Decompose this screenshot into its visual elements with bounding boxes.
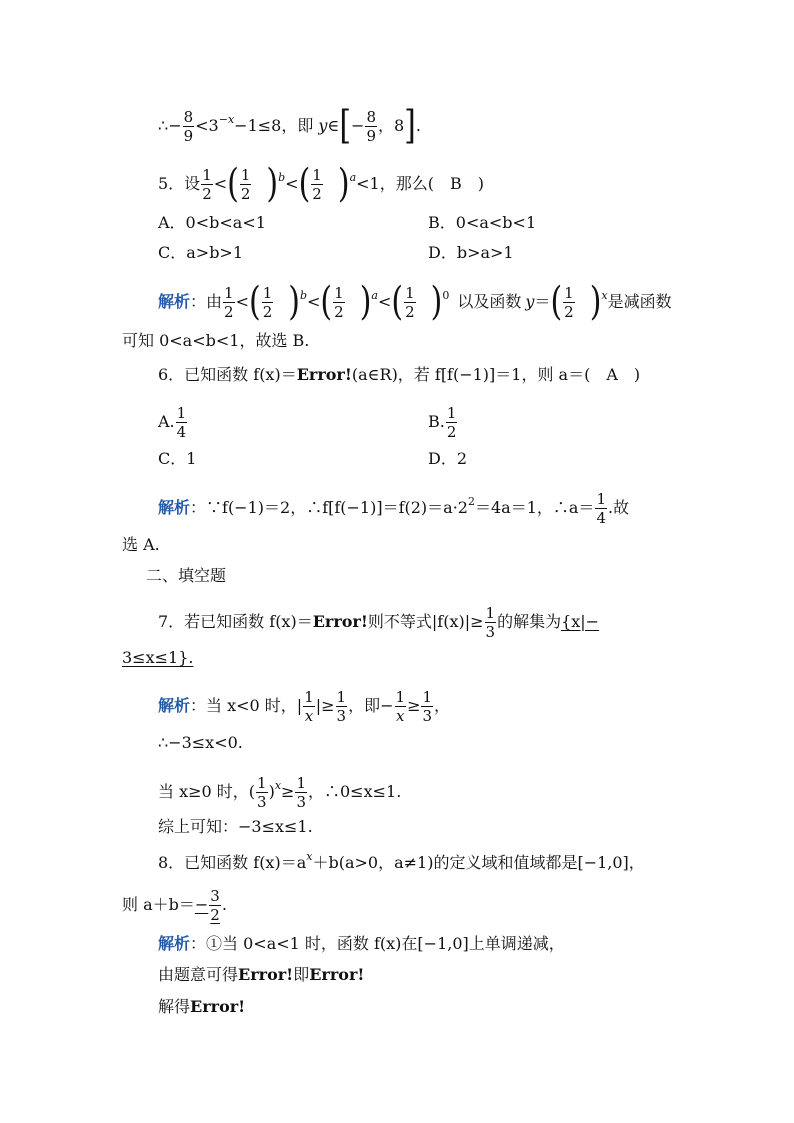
solution-8-line2: 由题意可得Error!即Error! bbox=[158, 965, 365, 984]
solution-6-line1: 解析：∵f(−1)＝2，$\therefore f[f(-1)]=f(2)=a\cdot 2^2=4a=1$，∴a＝ $\frac{1}{4}$ .故 bbox=[158, 490, 630, 527]
solution-7-line2: ∴−3≤x<0. bbox=[158, 733, 243, 752]
q5-option-d: D．b>a>1 bbox=[428, 243, 514, 262]
solution-8-line1: 解析：①当 0<a<1 时，函数 f(x)在[−1,0]上单调递减， bbox=[158, 934, 565, 953]
question-8-answer: 则 a＋b＝− $\frac{3}{2}$ . bbox=[122, 887, 227, 924]
fraction-8-9: $\frac{8}{9}$ bbox=[183, 108, 194, 145]
q6-option-c: C．1 bbox=[158, 449, 197, 468]
solution-7-line3: 当 x≥0 时，( $\frac{1}{3}$ )$^x$≥ $\frac{1}{3}$ ，∴0≤x≤1. bbox=[158, 774, 402, 811]
solution-5-line1: 解析：由 $\frac{1}{2}$ <( $\frac{1}{2}$ )$^b$<( $\frac{1}{2}$ )$^a$<( $\frac{1}{2}$ )$^0$ 以及函数 y＝( $\frac{1}{2}$ )$^x$是减函数 bbox=[158, 279, 672, 325]
question-6-stem: 6．已知函数 f(x)＝Error!(a∈R)，若 f[f(−1)]＝1，则 a＝( A ) bbox=[158, 365, 641, 384]
solution-5-line2: 可知 0<a<b<1，故选 B. bbox=[122, 331, 310, 350]
section-heading-fill-in: 二、填空题 bbox=[146, 566, 227, 585]
line-range-result: ∴− $\frac{8}{9}$ $<3^{-x}-1\le 8$，即 y∈[− $\frac{8}{9}$ ，8]. bbox=[158, 103, 421, 149]
question-5-stem: 5．设 $\frac{1}{2}$ <( $\frac{1}{2}$ )$^b$<( $\frac{1}{2}$ )$^a$<1，那么( B ) bbox=[158, 161, 484, 207]
solution-7-line4: 综上可知：−3≤x≤1. bbox=[158, 817, 313, 836]
q6-option-a: A. $\frac{1}{4}$ bbox=[158, 404, 187, 441]
q5-option-b: B．0<a<b<1 bbox=[428, 213, 537, 232]
q5-option-c: C．a>b>1 bbox=[158, 243, 244, 262]
solution-6-line2: 选 A. bbox=[122, 535, 160, 554]
q5-option-a: A．0<b<a<1 bbox=[158, 213, 266, 232]
question-7-answer: 3≤x≤1}. bbox=[122, 648, 194, 667]
q6-option-d: D．2 bbox=[428, 449, 468, 468]
q6-option-b: B. $\frac{1}{2}$ bbox=[428, 404, 457, 441]
question-8-stem: 8．已知函数 $f(x)=a^x+b(a>0$，a≠1)的定义域和值域都是[−1,0]， bbox=[158, 850, 645, 872]
solution-7-line1: 解析：当 x<0 时，| $\frac{1}{x}$ |≥ $\frac{1}{3}$ ，即− $\frac{1}{x}$ ≥ $\frac{1}{3}$ ， bbox=[158, 688, 451, 725]
question-7-stem: 7．若已知函数 f(x)＝Error!则不等式|f(x)|≥ $\frac{1}{3}$ 的解集为{x|− bbox=[158, 604, 600, 641]
solution-8-line3: 解得Error! bbox=[158, 997, 246, 1016]
